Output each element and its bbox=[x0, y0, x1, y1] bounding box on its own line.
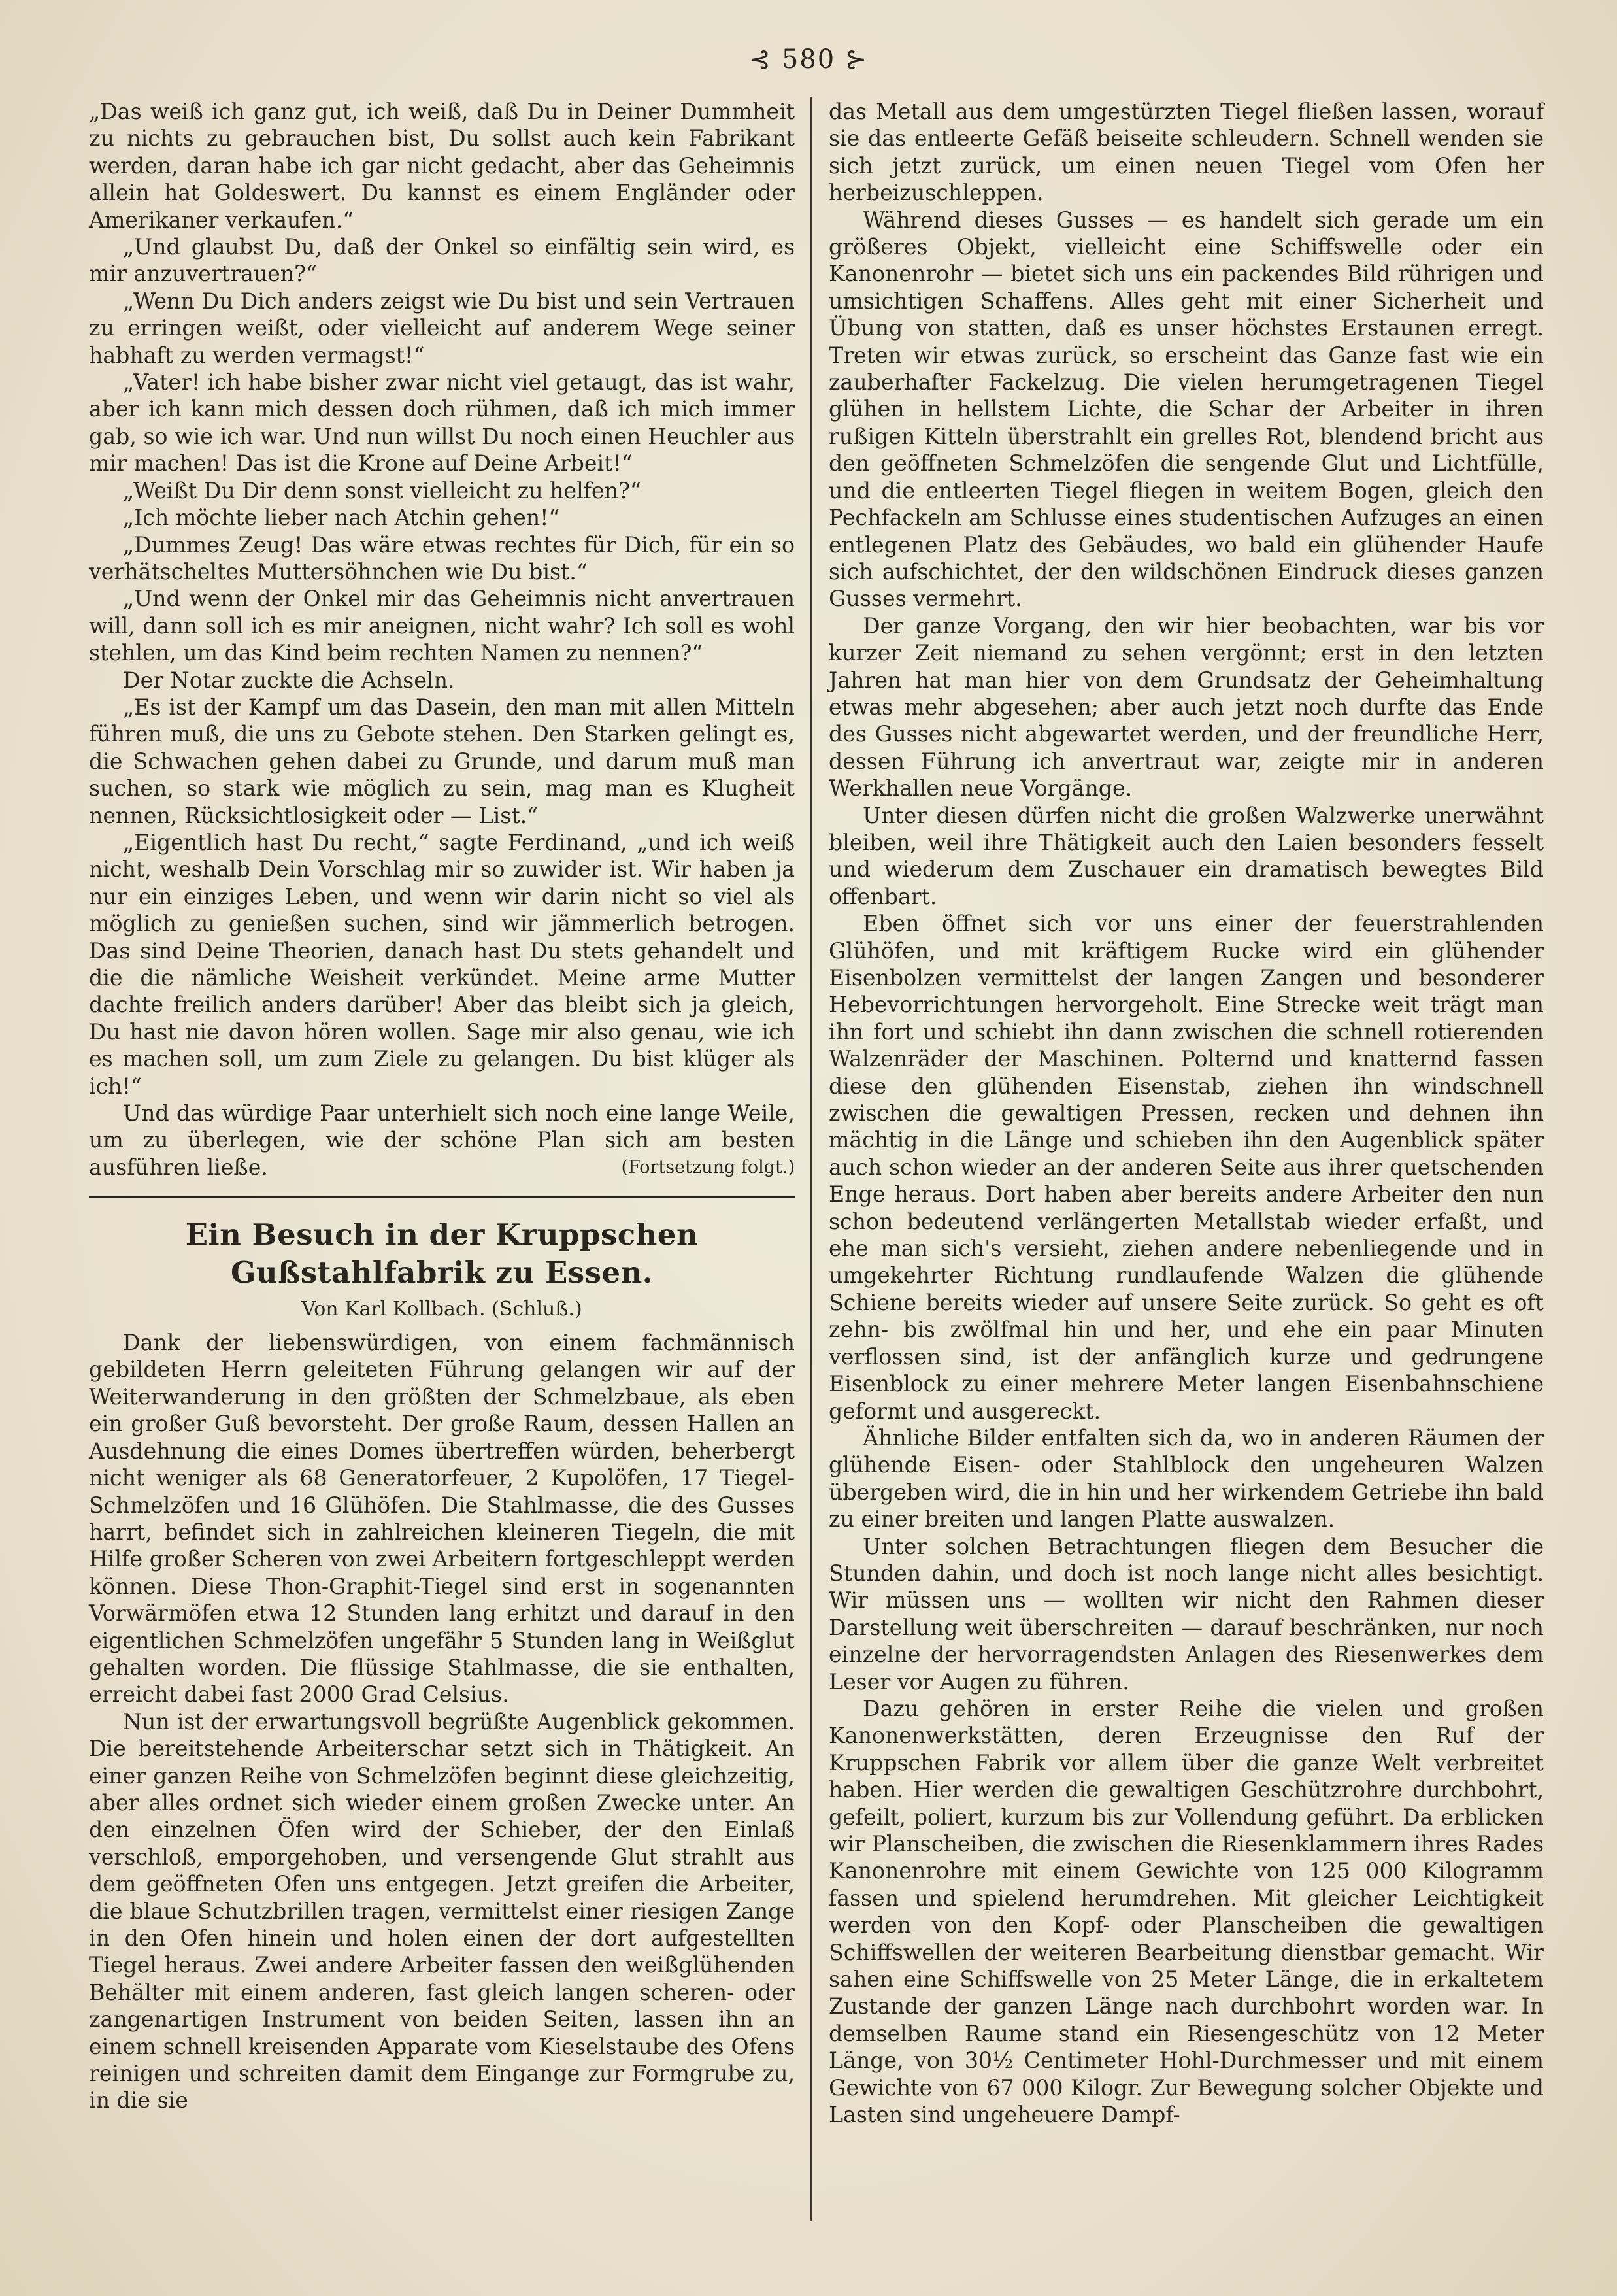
paragraph: „Und wenn der Onkel mir das Geheimnis nicht anvertrauen will, dann soll ich es mir aneignen, nicht wahr? Ich soll es wohl stehlen, um das Kind beim rechten Namen zu nennen?“ bbox=[89, 586, 795, 666]
paragraph: „Und glaubst Du, daß der Onkel so einfältig sein wird, es mir anzuvertrauen?“ bbox=[89, 234, 795, 287]
paragraph: „Wenn Du Dich anders zeigst wie Du bist und sein Vertrauen zu erringen weißt, oder vielleicht auf anderem Wege seiner habhaft zu werden vermagst!“ bbox=[89, 288, 795, 368]
left-column bbox=[89, 98, 795, 2114]
paragraph: Unter solchen Betrachtungen fliegen dem Besucher die Stunden dahin, und doch ist noch lange nicht alles besichtigt. Wir müssen uns — wollten wir nicht den Rahmen dieser Darstellung weit überschreiten — darauf beschränken, nur noch einzelne der hervorragendsten Anlagen des Riesenwerkes dem Leser vor Augen zu führen. bbox=[829, 1533, 1544, 1695]
paragraph: Und das würdige Paar unterhielt sich noch eine lange Weile, um zu überlegen, wie der schöne Plan sich am besten ausführen ließe. bbox=[89, 1100, 795, 1180]
page-number: ⊰ 580 ⊱ bbox=[748, 44, 869, 75]
page-number-value: 580 bbox=[781, 44, 836, 75]
paragraph: „Ich möchte lieber nach Atchin gehen!“ bbox=[123, 505, 560, 531]
continuation-note: (Fortsetzung folgt.) bbox=[621, 1157, 795, 1178]
column-divider bbox=[810, 97, 812, 2221]
paragraph: „Vater! ich habe bisher zwar nicht viel getaugt, das ist wahr, aber ich kann mich dessen doch rühmen, daß ich mich immer gab, so wie ich war. Und nun willst Du noch einen Heuchler aus mir machen! Das ist die Krone auf Deine Arbeit!“ bbox=[89, 369, 795, 477]
paragraph: Der Notar zuckte die Achseln. bbox=[123, 667, 455, 693]
paragraph: Während dieses Gusses — es handelt sich gerade um ein größeres Objekt, vielleicht eine Schiffswelle oder ein Kanonenrohr — bietet sich uns ein packendes Bild rührigen und umsichtigen Schaffens. Alles geht mit einer Sicherheit und Übung von statten, daß es unser höchstes Erstaunen erregt. Treten wir etwas zurück, so erscheint das Ganze fast wie ein zauberhafter Fackelzug. Die vielen herumgetragenen Tiegel glühen in hellstem Lichte, die Schar der Arbeiter in ihren rußigen Kitteln überstrahlt ein grelles Rot, blendend bricht aus den geöffneten Schmelzöfen die sengende Glut und Lichtfülle, und die entleerten Tiegel fliegen in weitem Bogen, gleich den Pechfackeln am Schlusse eines studentischen Aufzuges an einen entlegenen Platz des Gebäudes, wo bald ein glühender Haufe sich aufschichtet, der den wildschönen Eindruck dieses ganzen Gusses vermehrt. bbox=[829, 207, 1544, 612]
paragraph: Nun ist der erwartungsvoll begrüßte Augenblick gekommen. Die bereitstehende Arbeiterschar setzt sich in Thätigkeit. An einer ganzen Reihe von Schmelzöfen beginnt diese gleichzeitig, aber alles ordnet sich wieder einem großen Zwecke unter. An den einzelnen Öfen wird der Schieber, der den Einlaß verschloß, emporgehoben, und versengende Glut strahlt aus dem geöffneten Ofen uns entgegen. Jetzt greifen die Arbeiter, die blaue Schutzbrillen tragen, vermittelst einer riesigen Zange in den Ofen hinein und holen einen der dort aufgestellten Tiegel heraus. Zwei andere Arbeiter fassen den weißglühenden Behälter mit einem anderen, fast gleich langen scheren- oder zangenartigen Instrument von beiden Seiten, lassen ihn an einem schnell kreisenden Apparate vom Kieselstaube des Ofens reinigen und schreiten damit dem Eingange zur Formgrube zu, in die sie bbox=[89, 1708, 795, 2114]
paragraph: Unter diesen dürfen nicht die großen Walzwerke unerwähnt bleiben, weil ihre Thätigkeit auch den Laien besonders fesselt und wiederum dem Zuschauer ein dramatisch bewegtes Bild offenbart. bbox=[829, 802, 1544, 909]
article-byline: Von Karl Kollbach. (Schluß.) bbox=[301, 1297, 582, 1321]
paragraph: Dank der liebenswürdigen, von einem fachmännisch gebildeten Herrn geleiteten Führung gelangen wir auf der Weiterwanderung in den größten der Schmelzbaue, als eben ein großer Guß bevorsteht. Der große Raum, dessen Hallen an Ausdehnung die eines Domes übertreffen würden, beherbergt nicht weniger als 68 Generatorfeuer, 2 Kupolöfen, 17 Tiegel-Schmelzöfen und 16 Glühöfen. Die Stahlmasse, die des Gusses harrt, befindet sich in zahlreichen kleineren Tiegeln, die mit Hilfe großer Scheren von zwei Arbeitern fortgeschleppt werden können. Diese Thon-Graphit-Tiegel sind erst in sogenannten Vorwärmöfen etwa 12 Stunden lang erhitzt und darauf in den eigentlichen Schmelzöfen ungefähr 5 Stunden lang in Weißglut gehalten worden. Die flüssige Stahlmasse, die sie enthalten, erreicht dabei fast 2000 Grad Celsius. bbox=[89, 1330, 795, 1708]
paragraph: Der ganze Vorgang, den wir hier beobachten, war bis vor kurzer Zeit niemand zu sehen vergönnt; erst in den letzten Jahren hat man hier von dem Grundsatz der Geheimhaltung etwas mehr abgesehen; aber auch jetzt noch durfte das Ende des Gusses nicht abgewartet werden, und der freundliche Herr, dessen Führung ich anvertraut war, zeigte mir in anderen Werkhallen neue Vorgänge. bbox=[829, 613, 1544, 802]
paragraph: Ähnliche Bilder entfalten sich da, wo in anderen Räumen der glühende Eisen- oder Stahlblock den ungeheuren Walzen übergeben wird, die in hin und her wirkendem Getriebe ihn bald zu einer breiten und langen Platte auswalzen. bbox=[829, 1425, 1544, 1532]
right-column bbox=[829, 98, 1544, 2128]
paragraph: „Eigentlich hast Du recht,“ sagte Ferdinand, „und ich weiß nicht, weshalb Dein Vorschlag mir so zuwider ist. Wir haben ja nur ein einziges Leben, und wenn wir darin nicht so viel als möglich zu genießen suchen, sind wir jämmerlich betrogen. Das sind Deine Theorien, danach hast Du stets gehandelt und die die nämliche Weisheit verkündet. Meine arme Mutter dachte freilich anders darüber! Aber das bleibt sich ja gleich, Du hast nie davon hören wollen. Sage mir also genau, wie ich es machen soll, um zum Ziele zu gelangen. Du bist klüger als ich!“ bbox=[89, 829, 795, 1099]
paragraph: „Das weiß ich ganz gut, ich weiß, daß Du in Deiner Dummheit zu nichts zu gebrauchen bist, Du sollst auch kein Fabrikant werden, daran habe ich gar nicht gedacht, aber das Geheimnis allein hat Goldeswert. Du kannst es einem Engländer oder Amerikaner verkaufen.“ bbox=[89, 99, 795, 233]
section-divider bbox=[89, 1196, 795, 1198]
article-title: Ein Besuch in der Kruppschen Gußstahlfabrik zu Essen. bbox=[185, 1217, 699, 1290]
paragraph: „Dummes Zeug! Das wäre etwas rechtes für Dich, für ein so verhätscheltes Muttersöhnchen wie Du bist.“ bbox=[89, 532, 795, 584]
paragraph: das Metall aus dem umgestürzten Tiegel fließen lassen, worauf sie das entleerte Gefäß beiseite schleudern. Schnell wenden sie sich jetzt zurück, um einen neuen Tiegel vom Ofen her herbeizuschleppen. bbox=[829, 99, 1544, 206]
paragraph: Eben öffnet sich vor uns einer der feuerstrahlenden Glühöfen, und mit kräftigem Rucke wird ein glühender Eisenbolzen vermittelst der langen Zangen und besonderer Hebevorrichtungen hervorgeholt. Eine Strecke weit trägt man ihn fort und schiebt ihn dann zwischen die schnell rotierenden Walzenräder der Maschinen. Polternd und knatternd fassen diese den glühenden Eisenstab, ziehen ihn windschnell zwischen die gewaltigen Pressen, recken und dehnen ihn mächtig in die Länge und schieben ihn den Augenblick später auch schon wieder an der anderen Seite aus ihrer quetschenden Enge heraus. Dort haben aber bereits andere Arbeiter den nun schon bedeutend verlängerten Metallstab wieder erfaßt, und ehe man sich's versieht, ziehen andere nebenliegende und in umgekehrter Richtung rundlaufende Walzen die glühende Schiene bereits wieder auf unsere Seite zurück. So geht es oft zehn- bis zwölfmal hin und her, und ehe ein paar Minuten verflossen sind, ist der anfänglich kurze und gedrungene Eisenblock zu einer mehrere Meter langen Eisenbahnschiene geformt und ausgereckt. bbox=[829, 911, 1544, 1424]
paragraph: „Es ist der Kampf um das Dasein, den man mit allen Mitteln führen muß, die uns zu Gebote stehen. Den Starken gelingt es, die Schwachen gehen dabei zu Grunde, und darum muß man suchen, so stark wie möglich zu sein, mag man es Klugheit nennen, Rücksichtlosigkeit oder — List.“ bbox=[89, 694, 795, 828]
paragraph: Dazu gehören in erster Reihe die vielen und großen Kanonenwerkstätten, deren Erzeugnisse den Ruf der Kruppschen Fabrik vor allem über die ganze Welt verbreitet haben. Hier werden die gewaltigen Geschützrohre durchbohrt, gefeilt, poliert, kurzum bis zur Vollendung geführt. Da erblicken wir Planscheiben, die zwischen die Riesenklammern ihres Rades Kanonenrohre mit einem Gewichte von 125 000 Kilogramm fassen und spielend herumdrehen. Mit gleicher Leichtigkeit werden von den Kopf- oder Planscheiben die gewaltigen Schiffswellen der weiteren Bearbeitung dienstbar gemacht. Wir sahen eine Schiffswelle von 25 Meter Länge, die in erkaltetem Zustande der ganzen Länge nach durchbohrt worden war. In demselben Raume stand ein Riesengeschütz von 12 Meter Länge, von 30½ Centimeter Hohl-Durchmesser und mit einem Gewichte von 67 000 Kilogr. Zur Bewegung solcher Objekte und Lasten sind ungeheuere Dampf- bbox=[829, 1695, 1544, 2128]
paragraph: „Weißt Du Dir denn sonst vielleicht zu helfen?“ bbox=[123, 477, 641, 503]
